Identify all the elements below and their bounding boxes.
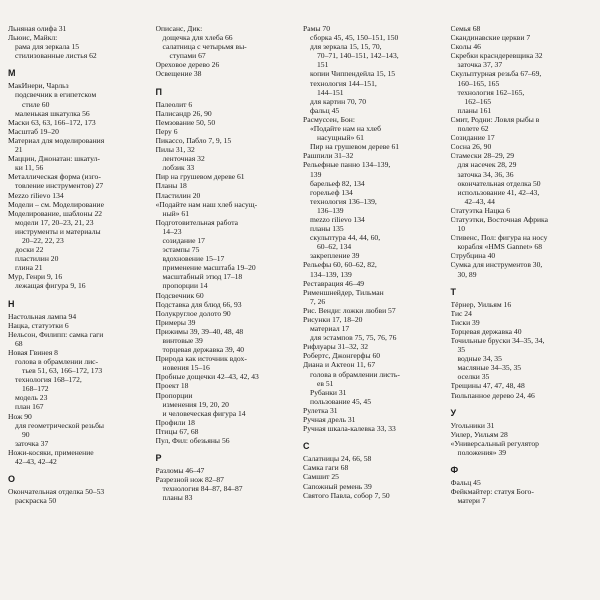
index-entry: Точильные бруски 34–35, 34,	[450, 336, 545, 345]
index-entry: Стамески 28–29, 29	[450, 151, 515, 161]
index-entry: Маски 63, 63, 166–172, 173	[8, 117, 96, 127]
index-entry: «Универсальный регулятор	[450, 438, 539, 448]
index-entry: Пикассо, Пабло 7, 9, 15	[155, 135, 232, 145]
index-subentry: модель 23	[15, 393, 48, 403]
index-subentry: 136–139	[317, 205, 344, 215]
index-subentry: корабля «HMS Gannet» 68	[457, 242, 542, 252]
index-subentry: для картин 70, 70	[310, 96, 367, 106]
index-subentry: 20–22, 22, 23	[22, 235, 64, 245]
index-entry: Палеолит 6	[155, 99, 193, 109]
index-entry: Скандинавские церкви 7	[450, 33, 531, 43]
index-subentry: дощечка для хлеба 66	[162, 33, 233, 43]
index-subentry: полете 62	[457, 124, 489, 134]
index-entry: Полукруглое долото 90	[155, 308, 231, 318]
index-entry: Перу 6	[155, 126, 178, 136]
index-entry: Сумка для инструментов 30,	[450, 260, 543, 270]
index-entry: Льюис, Майкл:	[8, 33, 58, 43]
index-entry: Проект 18	[155, 381, 189, 391]
index-subentry: раскраска 50	[15, 496, 57, 506]
index-entry: «Подайте нам наш хлеб насущ-	[155, 199, 258, 209]
index-entry: Робертс, Джонгерфы 60	[303, 351, 381, 361]
index-entry: Пул, Фил: обезьяны 56	[155, 436, 230, 446]
index-subentry: технология 84–87, 84–87	[162, 484, 243, 494]
index-entry: Салатницы 24, 66, 58	[303, 454, 372, 464]
index-subentry: материал 17	[310, 324, 350, 334]
index-subentry: ев 51	[317, 378, 334, 388]
index-subentry: 14–23	[162, 226, 182, 236]
index-subentry: модели 17, 20–23, 21, 23	[15, 217, 94, 227]
index-subentry: 60–62, 134	[317, 242, 352, 252]
index-entry: Торцевая державка 40	[450, 326, 522, 336]
index-subentry: 70–71, 140–151, 142–143,	[317, 51, 399, 61]
index-subentry: товление инструментов) 27	[15, 181, 104, 191]
index-subentry: технология 144–151,	[310, 78, 377, 88]
index-subentry: маленькая шкатулка 56	[15, 108, 90, 118]
index-subentry: барельеф 82, 134	[310, 178, 365, 188]
index-subentry: копии Чиппендейла 15, 15	[310, 69, 396, 79]
index-subentry: для насечек 28, 29	[457, 160, 517, 170]
index-subentry: технология 136–139,	[310, 196, 377, 206]
index-subentry: 160–165, 165	[457, 78, 500, 88]
index-entry: Семья 68	[450, 24, 481, 33]
index-subentry: план 167	[15, 402, 44, 412]
index-entry: Созидание 17	[450, 133, 495, 143]
index-entry: Mezzo rilievo 134	[8, 190, 64, 200]
index-subentry: 21	[15, 145, 23, 155]
index-entry: Рельефы 60, 60–62, 82,	[303, 260, 377, 270]
index-entry: Фейкмайтер: статуя Бого-	[450, 487, 534, 497]
index-subentry: 168–172	[22, 384, 49, 394]
index-subentry: для геометрической резьбы	[15, 420, 105, 430]
index-subentry: 10	[457, 224, 466, 234]
index-subentry: фальц 45	[310, 105, 340, 115]
index-entry: Уилер, Уильям 28	[450, 429, 508, 439]
index-entry: Расмуссен, Бон:	[303, 114, 355, 124]
index-entry: Ручная дрель 31	[303, 415, 356, 425]
index-entry: Материал для моделирования	[8, 135, 105, 145]
section-letter: М	[8, 68, 16, 79]
index-subentry: Пир на грушевом дереве 61	[310, 142, 400, 152]
index-entry: Подготовительная работа	[155, 217, 238, 227]
index-entry: Сосна 26, 90	[450, 142, 492, 152]
index-entry: Пилы 31, 32	[155, 145, 195, 155]
index-entry: Ореховое дерево 26	[155, 60, 220, 70]
index-subentry: винтовые 39	[162, 336, 203, 345]
index-entry: Сапожный ремень 39	[303, 481, 372, 491]
index-entry: Нельсон, Филипп: самка гаги	[8, 329, 104, 339]
index-subentry: окончательная отделка 50	[457, 178, 541, 188]
index-subentry: водные 34, 35	[457, 354, 502, 364]
index-subentry: положения» 39	[457, 447, 507, 457]
index-entry: Рашпили 31–32	[303, 151, 354, 161]
index-entry: Разломы 46–47	[155, 466, 205, 476]
index-entry: Природа как источник вдох-	[155, 354, 247, 364]
index-subentry: 42–43, 42–42	[15, 457, 57, 467]
index-entry: Палисандр 26, 90	[155, 108, 212, 118]
index-entry: Освещение 38	[155, 69, 202, 79]
index-entry: Тис 24	[450, 308, 472, 318]
index-entry: Пластилин 20	[155, 190, 201, 200]
index-entry: Сколы 46	[450, 42, 481, 52]
index-subentry: планы 135	[310, 224, 344, 234]
index-subentry: голова в обрамлении листь-	[310, 369, 400, 379]
index-entry: Святого Павла, собор 7, 50	[303, 490, 390, 500]
index-subentry: заточка 34, 36, 36	[457, 169, 514, 179]
index-subentry: для эстампов 75, 75, 76, 76	[310, 333, 397, 343]
index-entry: МакИнери, Чарльз	[8, 81, 69, 91]
index-entry: Описанс, Дик:	[155, 24, 203, 33]
index-subentry: ступами 67	[169, 51, 206, 61]
index-subentry: сборка 45, 45, 150–151, 150	[310, 33, 399, 43]
index-entry: Планы 18	[155, 181, 187, 191]
index-entry: Рулетка 31	[303, 405, 338, 415]
index-entry: Новая Гвинея 8	[8, 347, 58, 357]
section-letter: О	[8, 474, 16, 485]
index-column-1	[8, 24, 154, 600]
index-subentry: mezzo rilievo 134	[310, 214, 365, 224]
index-subentry: масштабный этюд 17–18	[162, 272, 243, 282]
index-entry: Угольники 31	[450, 420, 495, 430]
index-subentry: 35	[457, 345, 466, 355]
index-subentry: заточка 37, 37	[457, 60, 503, 70]
index-entry: Рельефные панно 134–139,	[303, 160, 391, 170]
index-entry: Разрезной нож 82–87	[155, 475, 224, 485]
section-letter: Т	[450, 286, 456, 297]
index-subentry: лобзик 33	[162, 163, 195, 173]
section-letter: Р	[155, 453, 162, 464]
index-entry: Льняная олифа 31	[8, 24, 67, 33]
index-column-4	[449, 24, 597, 600]
index-entry: Тёрнер, Уильям 16	[450, 299, 512, 309]
index-entry: Скульптурная резьба 67–69,	[450, 69, 542, 79]
index-entry: Профили 18	[155, 417, 195, 427]
index-subentry: рама для зеркала 15	[15, 42, 80, 52]
index-subentry: использование 41, 42–43,	[457, 187, 540, 197]
index-subentry: Рубанки 31	[310, 387, 347, 397]
index-entry: Мур, Генри 9, 16	[8, 272, 63, 282]
index-subentry: стилизованные листья 62	[15, 51, 97, 61]
index-subentry: технология 168–172,	[15, 375, 82, 385]
index-subentry: насущный» 61	[317, 133, 364, 143]
index-entry: Нацка, статуэтки 6	[8, 320, 69, 330]
index-subentry: матери 7	[457, 496, 486, 506]
index-entry: Прижимы 39, 39–40, 48, 48	[155, 326, 244, 336]
index-subentry: изменения 19, 20, 20	[162, 399, 229, 409]
index-entry: Тюльпанное дерево 24, 46	[450, 390, 535, 400]
index-entry: Диана и Актеон 11, 67	[303, 360, 376, 370]
index-subentry: пластилин 20	[15, 254, 59, 264]
index-entry: Самшит 25	[303, 472, 339, 482]
index-subentry: 68	[15, 338, 23, 348]
index-entry: Пир на грушевом дереве 61	[155, 172, 245, 182]
index-subentry: применение масштаба 19–20	[162, 263, 256, 273]
index-subentry: технология 162–165,	[457, 87, 525, 97]
index-subentry: 139	[310, 169, 322, 179]
index-entry: Трещины 47, 47, 48, 48	[450, 381, 525, 391]
index-subentry: подсвечник в египетском	[15, 90, 97, 100]
index-entry: Стивенс, Пол: фигура на носу	[450, 233, 548, 243]
index-subentry: 42–43, 44	[464, 196, 495, 206]
index-subentry: ки 11, 56	[15, 163, 44, 173]
index-subentry: масляные 34–35, 35	[457, 363, 522, 373]
section-letter: П	[155, 86, 162, 97]
index-entry: Самка гаги 68	[303, 463, 349, 473]
index-entry: Пропорции	[155, 390, 193, 400]
index-entry: Ручная шкала-калевка 33, 33	[303, 424, 396, 434]
index-subentry: для зеркала 15, 15, 70,	[310, 42, 382, 52]
index-entry: Тиски 39	[450, 317, 480, 327]
index-subentry: закрепление 39	[310, 251, 360, 261]
index-subentry: инструменты и материалы	[15, 226, 101, 236]
index-subentry: 90	[22, 429, 30, 439]
index-entry: Модели – см. Моделирование	[8, 199, 104, 209]
section-letter: С	[303, 441, 310, 452]
index-subentry: ный» 61	[162, 208, 190, 218]
index-subentry: 30, 89	[457, 269, 477, 279]
index-subentry: голова в обрамлении лис-	[15, 357, 99, 366]
index-column-2	[154, 24, 302, 600]
index-entry: Настольная лампа 94	[8, 311, 77, 321]
section-letter: Н	[8, 298, 15, 309]
index-subentry: горельеф 134	[310, 187, 353, 197]
index-entry: Моделирование, шаблоны 22	[8, 208, 103, 218]
index-entry: Реставрация 46–49	[303, 278, 365, 288]
index-entry: Окончательная отделка 50–53	[8, 487, 105, 497]
index-entry: Подставка для блюд 66, 93	[155, 299, 242, 309]
index-entry: Ножи-косяки, применение	[8, 447, 94, 457]
index-subentry: новения 15–16	[162, 363, 210, 373]
index-column-3	[301, 24, 449, 600]
index-entry: Подсвечник 60	[155, 290, 204, 300]
index-subentry: созидание 17	[162, 235, 205, 245]
index-subentry: и человеческая фигура 14	[162, 408, 246, 418]
index-subentry: эстампы 75	[162, 245, 200, 255]
index-subentry: салатница с четырьмя вы-	[162, 42, 247, 52]
index-subentry: 144–151	[317, 87, 344, 97]
section-letter: Ф	[450, 465, 459, 476]
section-letter: У	[450, 407, 457, 418]
index-subentry: лежащая фигура 9, 16	[15, 281, 86, 291]
index-subentry: пользование 45, 45	[310, 396, 372, 406]
index-subentry: доски 22	[15, 245, 44, 255]
index-entry: Нож 90	[8, 411, 32, 421]
index-subentry: пропорции 14	[162, 281, 208, 291]
index-subentry: заточка 37	[15, 438, 49, 448]
index-subentry: 134–139, 139	[310, 269, 352, 279]
index-entry: Рифлуары 31–32, 32	[303, 342, 369, 352]
index-entry: Маццин, Джонатан: шкатул-	[8, 154, 100, 164]
index-subentry: оселки 35	[457, 372, 490, 382]
index-entry: Скребки красндеревщика 32	[450, 51, 543, 61]
index-entry: Рис. Венди: ложки любви 57	[303, 305, 396, 315]
index-subentry: 7, 26	[310, 296, 326, 306]
index-entry: Металлическая форма (изго-	[8, 172, 101, 182]
index-entry: Смит, Родни: Ловля рыбы в	[450, 114, 540, 124]
index-entry: Рисунки 17, 18–20	[303, 315, 363, 324]
index-subentry: 162–165	[464, 96, 492, 106]
index-entry: Пробные дощечки 42–43, 42, 43	[155, 372, 259, 382]
index-entry: Фальц 45	[450, 478, 481, 488]
index-subentry: «Подайте нам на хлеб	[310, 124, 382, 134]
index-entry: Пемзование 50, 50	[155, 117, 216, 127]
index-subentry: тьев 51, 63, 166–172, 173	[22, 366, 103, 376]
index-subentry: 151	[317, 60, 329, 70]
index-subentry: планы 83	[162, 493, 193, 503]
index-entry: Струбцина 40	[450, 251, 496, 261]
index-entry: Рименшнейдер, Тильман	[303, 287, 384, 297]
index-entry: Статуэтка Нацка 6	[450, 205, 511, 215]
index-subentry: планы 161	[457, 105, 492, 115]
index-subentry: вдохновение 15–17	[162, 254, 225, 264]
index-subentry: скульптура 44, 44, 60,	[310, 233, 381, 243]
index-entry: Птицы 67, 68	[155, 426, 199, 436]
index-entry: Примеры 39	[155, 317, 196, 327]
index-entry: Рамы 70	[303, 24, 330, 33]
index-entry: Масштаб 19–20	[8, 126, 59, 136]
index-subentry: ленточная 32	[162, 154, 205, 164]
index-subentry: глина 21	[15, 263, 43, 273]
index-subentry: стиле 60	[22, 99, 50, 109]
index-entry: Статуэтки, Восточная Африка	[450, 214, 548, 224]
index-subentry: торцевая державка 39, 40	[162, 345, 245, 355]
